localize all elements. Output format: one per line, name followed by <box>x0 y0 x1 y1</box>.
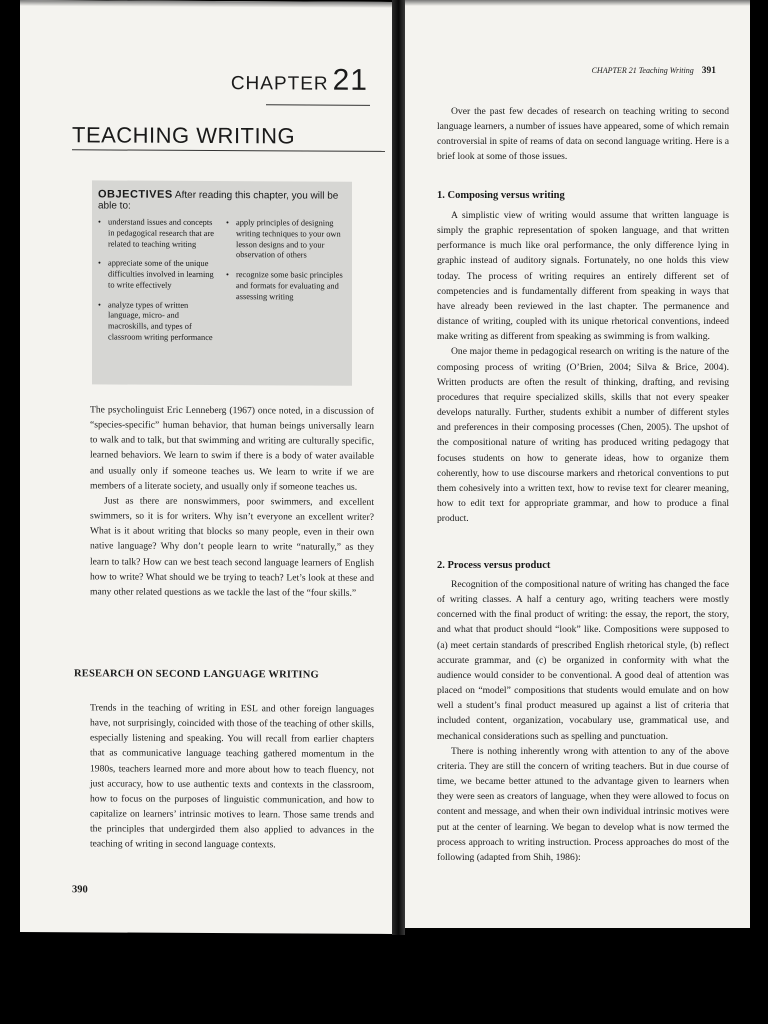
intro-text <box>437 104 729 165</box>
chapter-title: TEACHING WRITING <box>72 122 385 152</box>
objectives-left-column <box>98 217 218 352</box>
paragraph: Recognition of the compositional nature of writing has changed the face of writing classes. A half a century ago, writing teachers were mostly concerned with the final product of writing: the essay, the report, the story, and what that product should “look” like. Compositions were supposed to (a) meet certain standards of prescribed English rhetorical style, (b) reflect accurate grammar, and (c) be organized in conformity with what the audience would consider to be conventional. A good deal of attention was placed on “model” compositions that students would emulate and on how well a student’s final product measured up against a list of criteria that included content, organization, vocabulary use, grammatical use, and mechanical considerations such as spelling and punctuation. <box>437 579 729 742</box>
right-page <box>405 0 750 928</box>
section-text <box>437 577 729 865</box>
running-head-title: CHAPTER 21 Teaching Writing <box>591 66 694 75</box>
paragraph: The psycholinguist Eric Lenneberg (1967) once noted, in a discussion of “species-specific” human behavior, that human beings universally learn to walk and to talk, but that swimming and writing are culturally specific, learned behaviors. We learn to swim if there is a body of water available and usually only if someone teaches us. We learn to write if we are members of a literate society, and usually only if someone teaches us. <box>90 404 374 493</box>
chapter-label <box>231 63 368 98</box>
left-page <box>20 0 392 934</box>
objectives-box <box>92 180 352 385</box>
paragraph: Trends in the teaching of writing in ESL and other foreign languages have, not surprisingly, coincided with those of the teaching of other skills, especially listening and speaking. You will recall from earlier chapters that as communicative language teaching gathered momentum in the 1980s, teachers learned more and more about how to teach fluency, not just accuracy, how to use authentic texts and contexts in the classroom, how to focus on the purposes of linguistic communication, and how to capitalize on learners’ intrinsic motives to learn. Those same trends and the principles that undergirded them also applied to advances in the teaching of writing in second language contexts. <box>90 702 374 851</box>
objectives-heading <box>98 188 346 212</box>
chapter-number: 21 <box>332 63 368 97</box>
running-head <box>592 66 716 76</box>
objective-item: • appreciate some of the unique difficulties involved in learning to write effectively <box>98 259 218 292</box>
paragraph: There is nothing inherently wrong with attention to any of the above criteria. They are still the concern of writing teachers. But in due course of time, we became better attuned to the advantage given to learners when they were seen as creators of language, when they were allowed to focus on content and message, and when their own individual intrinsic motives were put at the center of learning. We began to develop what is now termed the process approach to writing instruction. Process approaches do most of the following (adapted from Shih, 1986): <box>437 745 729 863</box>
objectives-intro: After reading this chapter, you will be able to: <box>98 189 339 212</box>
objectives-label: OBJECTIVES <box>98 188 173 201</box>
section-text <box>437 208 729 526</box>
paragraph: A simplistic view of writing would assume that written language is simply the graphic representation of spoken language, and that written performance is much like oral performance, the only difference lying in graphic instead of auditory signals. Fortunately, no one holds this view today. The process of writing requires an entirely different set of competencies and is fundamentally different from speaking in ways that have already been reviewed in the last chapter. The permanence and distance of writing, coupled with its unique rhetorical conventions, indeed make writing as different from speaking as swimming is from walking. <box>437 210 729 343</box>
objective-item: • recognize some basic principles and formats for evaluating and assessing writing <box>226 270 346 303</box>
section-heading: RESEARCH ON SECOND LANGUAGE WRITING <box>74 668 319 681</box>
section-heading: 1. Composing versus writing <box>437 190 565 201</box>
objective-item: • understand issues and concepts in pedagogical research that are related to teaching writing <box>98 217 218 250</box>
paragraph: Just as there are nonswimmers, poor swimmers, and excellent swimmers, so it is for writers. Why isn’t everyone an excellent writer? What is it about writing that blocks so many people, even in their own native language? Why don’t people learn to write “naturally,” as they learn to talk? How can we best teach second language learners of English how to write? What should we be trying to teach? Let’s look at these and many other related questions as we tackle the last of the “four skills.” <box>90 495 374 599</box>
objectives-right-column <box>226 218 346 353</box>
page-edge-shadow <box>20 0 392 8</box>
page-number: 391 <box>701 66 716 76</box>
objective-item: • analyze types of written language, micro- and macroskills, and types of classroom writing performance <box>98 300 218 344</box>
section-text <box>90 700 374 853</box>
book-gutter <box>392 0 405 935</box>
objective-item: • apply principles of designing writing techniques to your own lesson designs and to your observation of others <box>226 218 346 262</box>
chapter-rule <box>266 104 370 106</box>
chapter-word: CHAPTER <box>230 73 329 95</box>
paragraph: One major theme in pedagogical research on writing is the nature of the composing process of writing (O’Brien, 2004; Silva & Brice, 2004). Written products are often the result of thinking, drafting, and revising procedures that require specialized skills, skills that not every speaker develops naturally. Further, students exhibit a number of different styles and preferences in their composing processes (Chen, 2005). The upshot of the compositional nature of writing has produced writing pedagogy that focuses students on how to generate ideas, how to organize them coherently, how to use discourse markers and rhetorical conventions to put them cohesively into a written text, how to revise text for clearer meaning, how to edit text for appropriate grammar, and how to produce a final product. <box>437 346 729 525</box>
page-number: 390 <box>72 884 88 896</box>
intro-text <box>90 402 374 601</box>
paragraph: Over the past few decades of research on teaching writing to second language learners, a number of issues have appeared, some of which remain controversial in spite of reams of data on second language writing. Here is a brief look at some of those issues. <box>437 106 729 163</box>
section-heading: 2. Process versus product <box>437 560 551 571</box>
page-edge-shadow <box>405 0 750 6</box>
